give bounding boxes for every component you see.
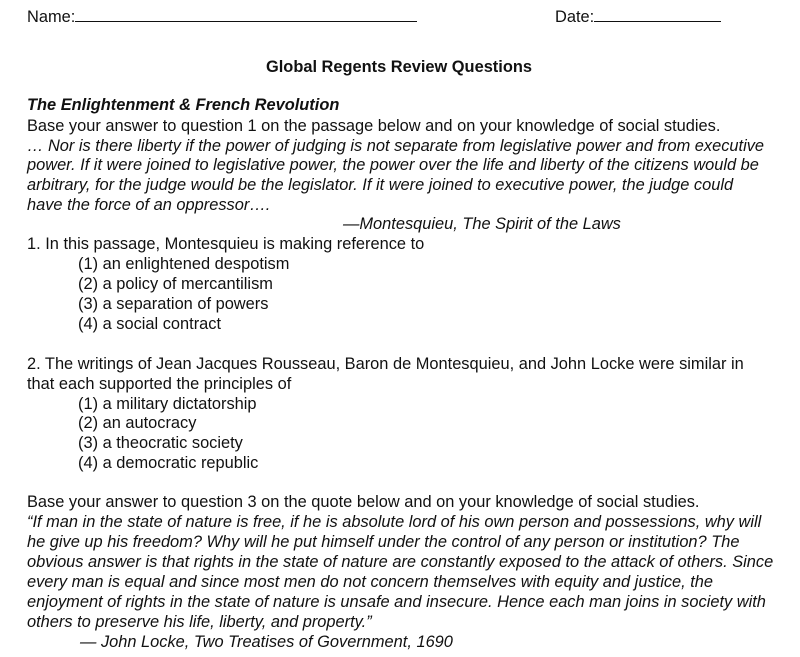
section-heading: The Enlightenment & French Revolution — [27, 96, 340, 114]
q3-attribution: — John Locke, Two Treatises of Government, 1690 — [80, 633, 453, 651]
q2-question-line: that each supported the principles of — [27, 375, 292, 393]
q1-option-1: (1) an enlightened despotism — [78, 255, 290, 273]
q3-passage-line: others to preserve his life, liberty, and property.” — [27, 613, 372, 631]
q3-passage-line: enjoyment of rights in the state of nature is unsafe and insecure. Hence each man joins in society with — [27, 593, 766, 611]
q1-option-3: (3) a separation of powers — [78, 295, 269, 313]
q1-option-4: (4) a social contract — [78, 315, 222, 333]
q1-option-2: (2) a policy of mercantilism — [78, 275, 273, 293]
q1-passage-line: power. If it were joined to legislative power, the power over the life and liberty of the citizens would be — [27, 156, 759, 174]
date-label: Date: — [555, 8, 595, 26]
name-field[interactable] — [27, 7, 417, 27]
q3-passage-line: he give up his freedom? Why will he put himself under the control of any person or institution? The — [27, 533, 740, 551]
page-title: Global Regents Review Questions — [266, 58, 532, 76]
q1-passage-line: have the force of an oppressor…. — [27, 196, 271, 214]
q3-passage-line: “If man in the state of nature is free, if he is absolute lord of his own person and possessions, why will — [27, 513, 762, 531]
q2-option-3: (3) a theocratic society — [78, 434, 243, 452]
q1-passage-line: … Nor is there liberty if the power of judging is not separate from legislative power and from executive — [27, 137, 765, 155]
date-field[interactable] — [555, 7, 721, 27]
q3-passage-line: obvious answer is that rights in the state of nature are constantly exposed to the attack of others. Since — [27, 553, 774, 571]
date-blank-line[interactable] — [594, 7, 721, 22]
q2-option-1: (1) a military dictatorship — [78, 395, 257, 413]
q2-question-line: 2. The writings of Jean Jacques Rousseau, Baron de Montesquieu, and John Locke were similar in — [27, 355, 744, 373]
q1-question: 1. In this passage, Montesquieu is making reference to — [27, 235, 425, 253]
q2-option-2: (2) an autocracy — [78, 414, 197, 432]
q1-passage-line: arbitrary, for the judge would be the legislator. If it were joined to executive power, the judge could — [27, 176, 734, 194]
name-blank-line[interactable] — [75, 7, 417, 22]
q2-option-4: (4) a democratic republic — [78, 454, 259, 472]
q3-intro: Base your answer to question 3 on the quote below and on your knowledge of social studies. — [27, 493, 700, 511]
name-label: Name: — [27, 8, 76, 26]
q1-intro: Base your answer to question 1 on the passage below and on your knowledge of social studies. — [27, 117, 721, 135]
q3-passage-line: every man is equal and since most men do not concern themselves with equity and justice, the — [27, 573, 714, 591]
q1-attribution: —Montesquieu, The Spirit of the Laws — [343, 215, 621, 233]
